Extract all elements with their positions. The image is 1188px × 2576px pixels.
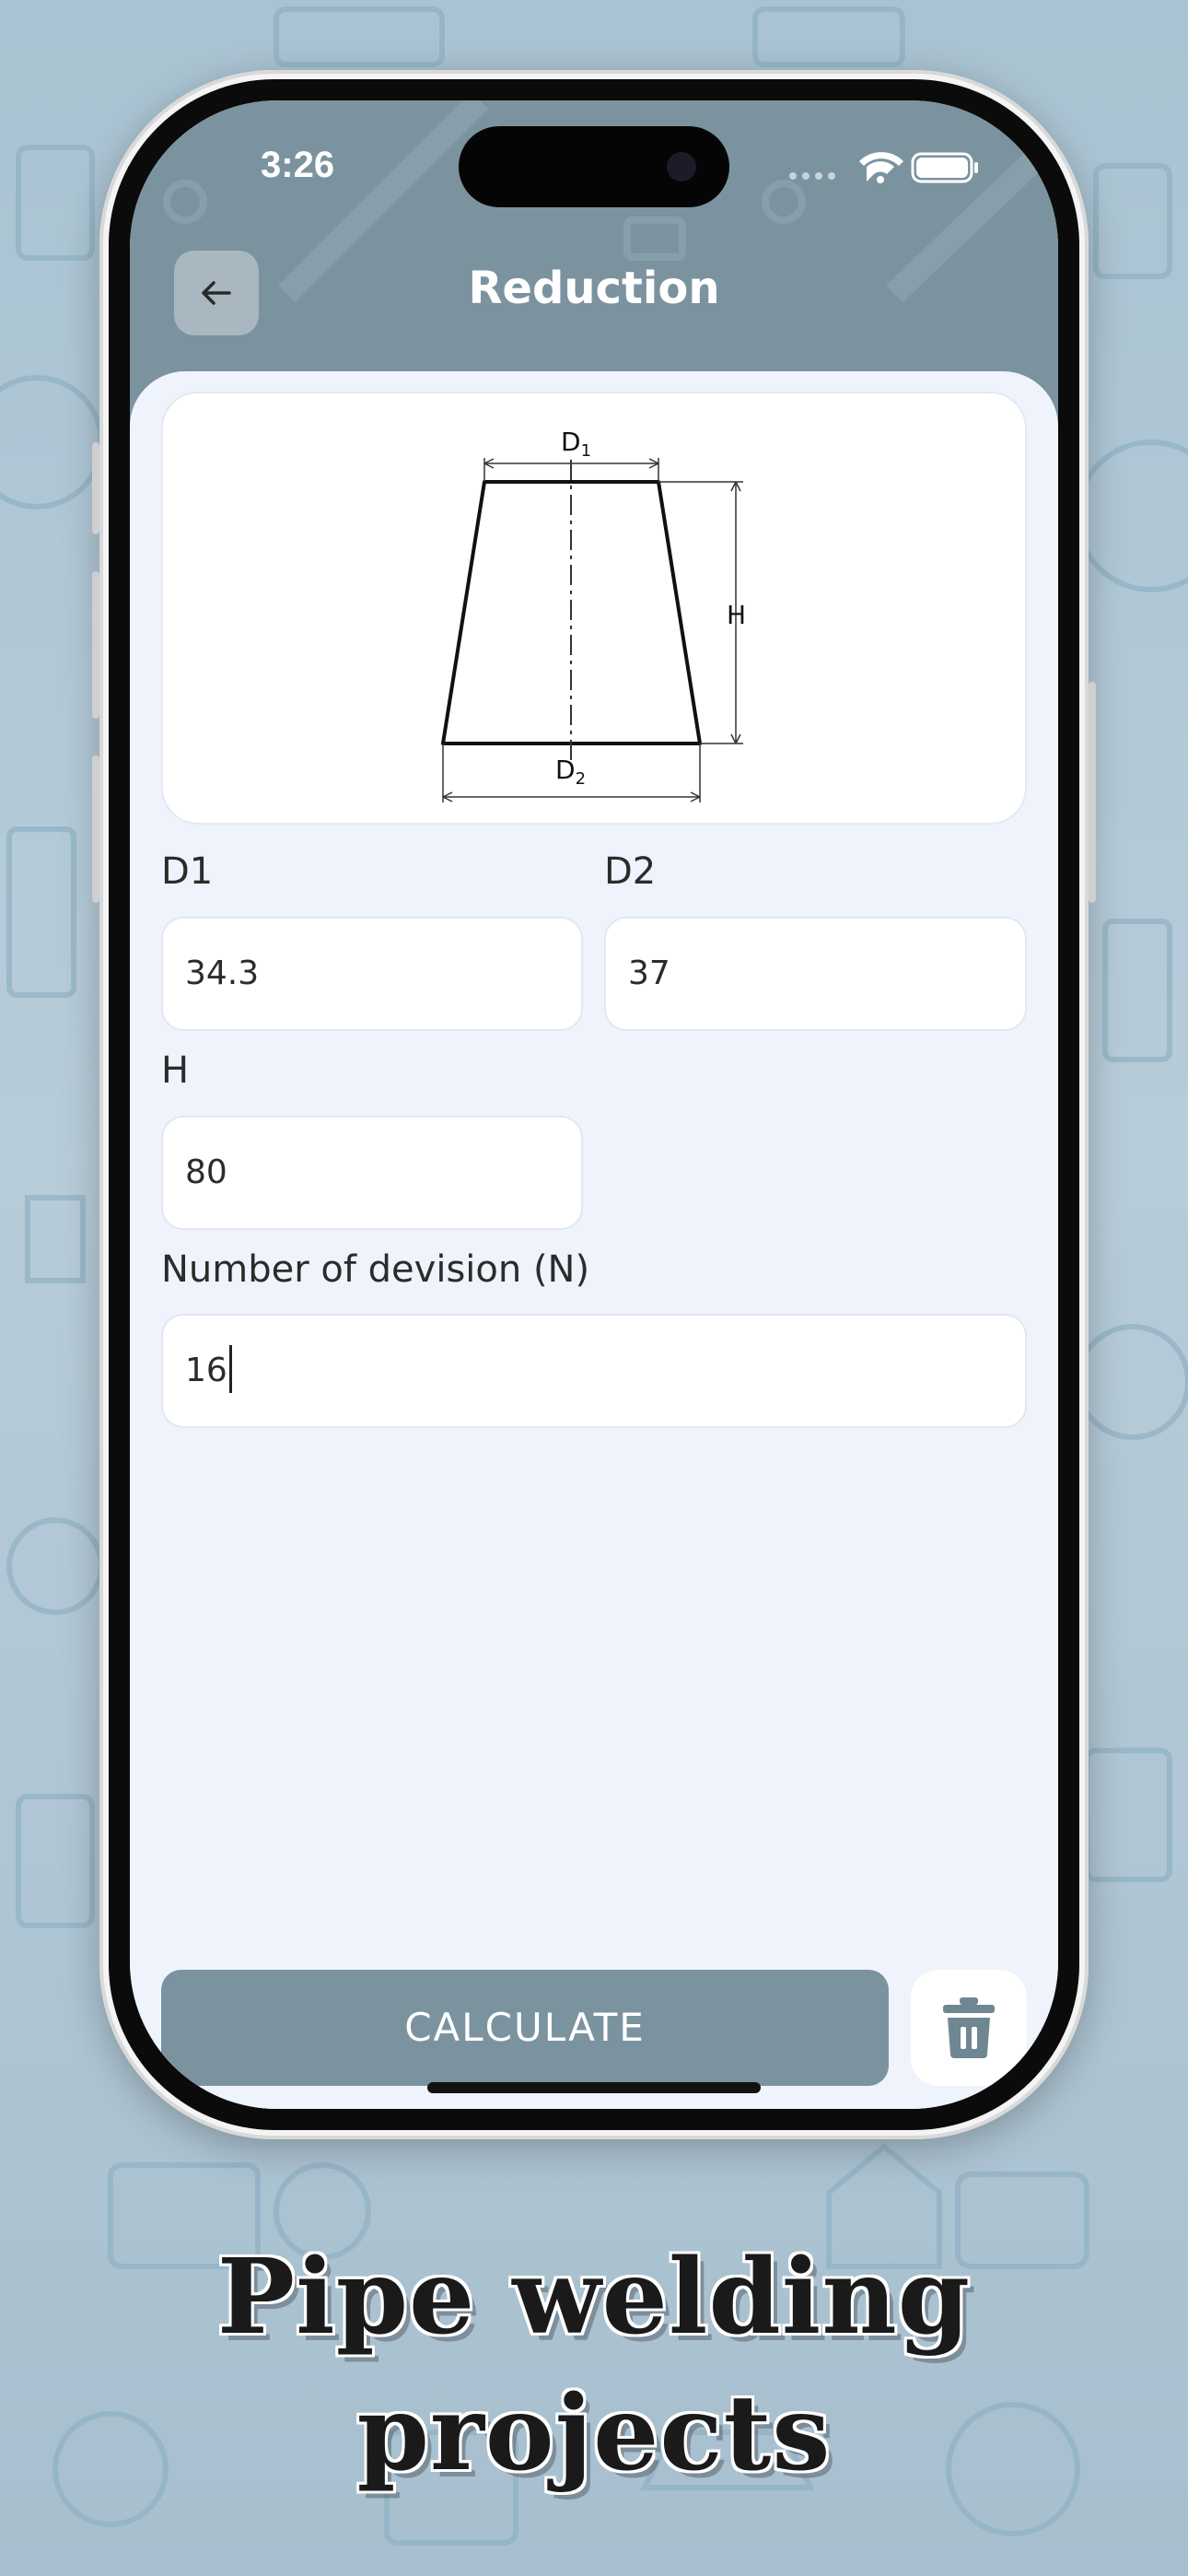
phone-side-button	[92, 571, 99, 719]
status-time: 3:26	[261, 145, 335, 185]
reduction-diagram	[163, 393, 1029, 826]
text-caret	[229, 1345, 232, 1393]
h-diagram-label: H	[727, 600, 747, 630]
phone-side-button	[92, 755, 99, 903]
phone-power-button	[1089, 682, 1096, 903]
d1-label: D1	[161, 850, 214, 893]
delete-button[interactable]	[911, 1970, 1027, 2086]
signal-icon	[789, 172, 835, 180]
d1-diagram-label: $D_1$	[561, 427, 592, 461]
phone-side-button	[92, 442, 99, 534]
content-panel	[130, 371, 1058, 2109]
promo-tagline	[0, 2230, 1188, 2502]
d2-label: D2	[604, 850, 657, 893]
d1-input-value: 34.3	[185, 954, 260, 992]
d2-diagram-label: $D_2$	[555, 755, 587, 789]
home-indicator	[427, 2082, 761, 2093]
calculate-button[interactable]: CALCULATE	[161, 1970, 889, 2086]
status-icons	[786, 146, 988, 187]
wifi-icon	[859, 152, 903, 183]
page-title: Reduction	[468, 263, 720, 314]
h-label: H	[161, 1049, 190, 1092]
tagline-line-2: projects	[356, 2373, 832, 2494]
n-input[interactable]	[161, 1314, 1027, 1428]
battery-icon	[913, 154, 978, 181]
trash-icon	[941, 1997, 996, 2058]
tagline-line-1: Pipe welding	[216, 2237, 972, 2358]
h-input-value: 80	[185, 1153, 227, 1191]
camera-icon	[667, 152, 696, 181]
h-input[interactable]	[161, 1116, 583, 1230]
reduction-diagram-card	[161, 392, 1027, 825]
d2-input[interactable]	[604, 917, 1027, 1031]
n-label: Number of devision (N)	[161, 1248, 590, 1291]
n-input-value: 16	[185, 1352, 227, 1389]
d1-input[interactable]	[161, 917, 583, 1031]
d2-input-value: 37	[628, 954, 670, 992]
phone-screen	[130, 100, 1058, 2109]
